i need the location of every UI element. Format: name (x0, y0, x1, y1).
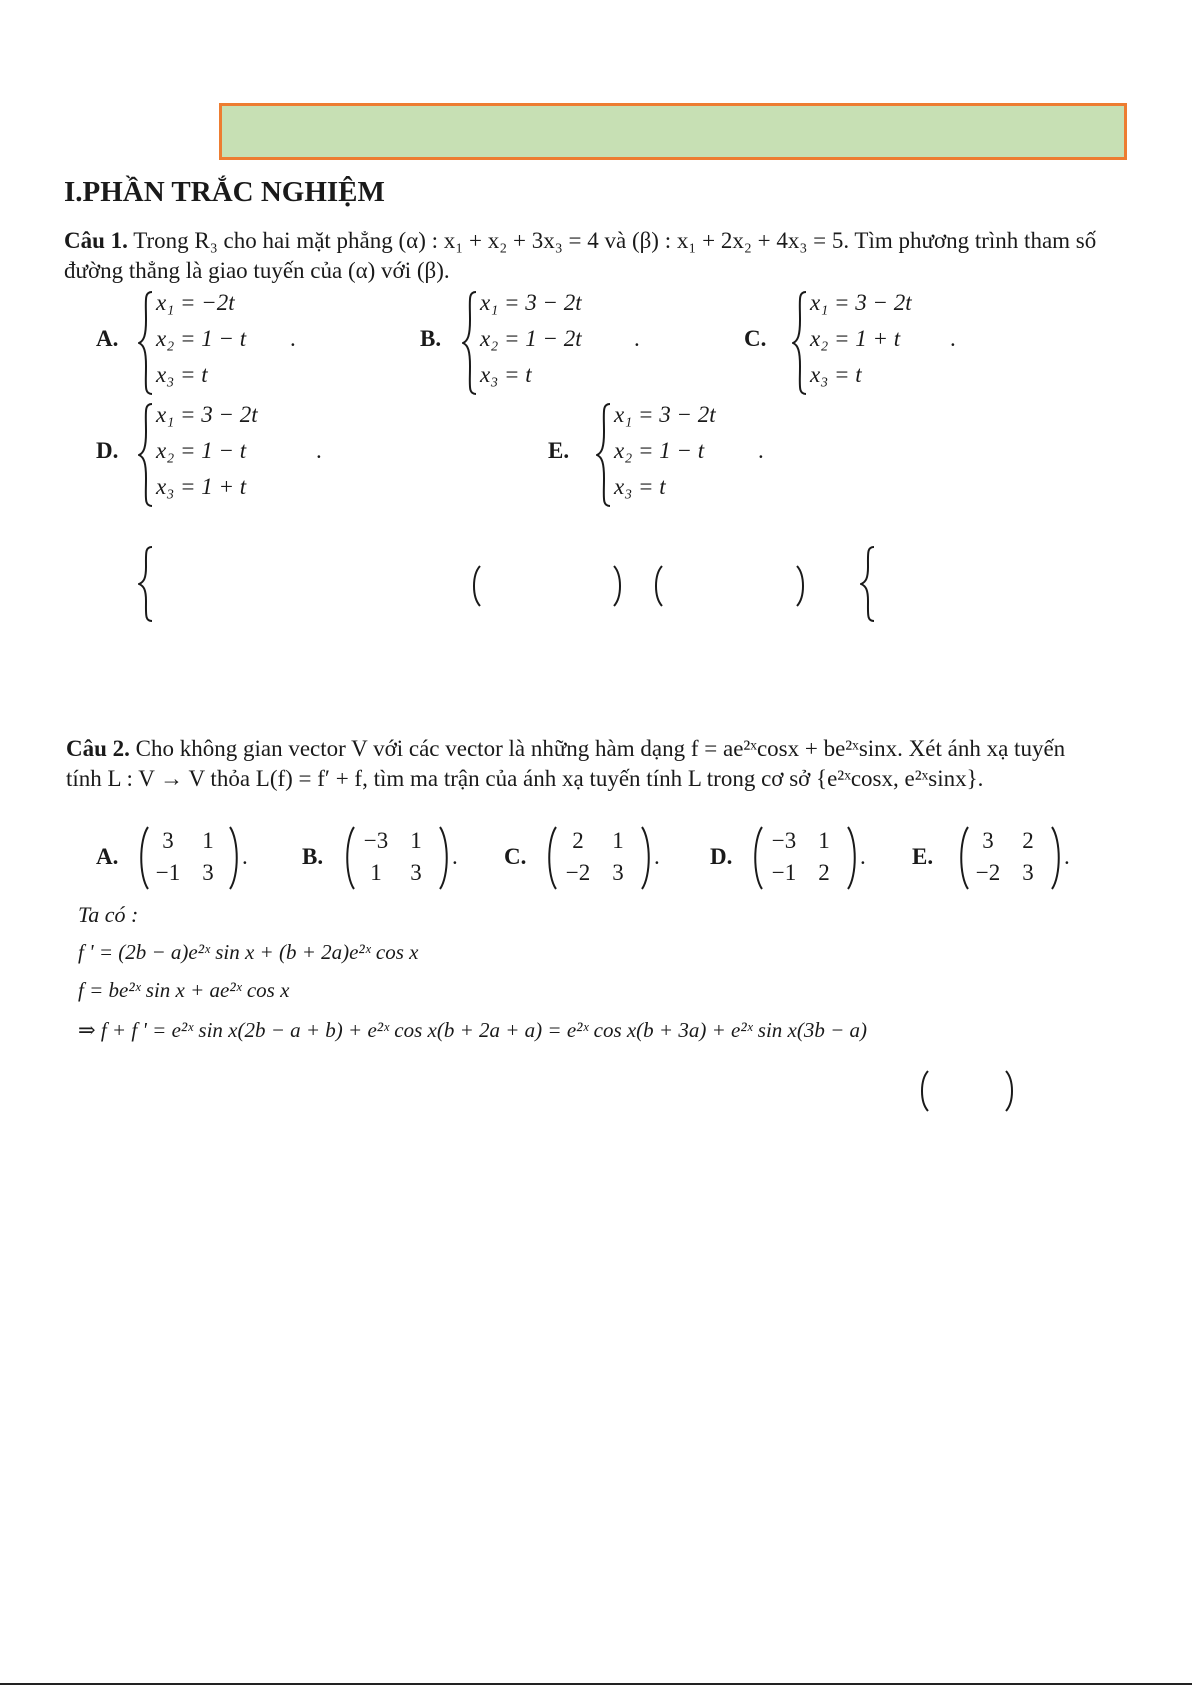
left-brace-icon (792, 290, 808, 396)
right-paren-icon (1004, 1070, 1016, 1112)
option-letter: B. (420, 326, 442, 351)
system-row: x₃ = t (810, 362, 862, 387)
system-row: x₃ = 1 + t (156, 474, 247, 499)
period: . (634, 326, 640, 351)
period: . (452, 844, 458, 869)
matrix-cell: 1 (202, 828, 214, 853)
solution-line: f ' = (2b − a)e²ˣ sin x + (b + 2a)e²ˣ cos x (78, 940, 419, 964)
question-1-text: Trong R₃ cho hai mặt phẳng (α) : x₁ + x₂ + 3x₃ = 4 và (β) : x₁ + 2x₂ + 4x₃ = 5. Tìm phương trình tham số đường thẳng là giao tuyến của (α) với (β). (64, 228, 1097, 283)
matrix-cell: 3 (1022, 860, 1034, 885)
matrix-cell: 2 (572, 828, 584, 853)
period: . (860, 844, 866, 869)
section-title: I.PHẦN TRẮC NGHIỆM (64, 176, 385, 208)
right-paren-icon (612, 565, 624, 607)
system-row: x₂ = 1 − t (156, 326, 247, 351)
system-row: x₁ = 3 − 2t (156, 402, 258, 427)
question-1 (64, 226, 1104, 286)
matrix-cell: −3 (363, 828, 389, 853)
question-2-label: Câu 2. (66, 736, 130, 761)
system-row: x₁ = 3 − 2t (480, 290, 582, 315)
solution-line: f = be²ˣ sin x + ae²ˣ cos x (78, 978, 290, 1002)
period: . (316, 438, 322, 463)
option-letter: A. (96, 844, 119, 869)
right-paren-icon (228, 826, 240, 890)
option-letter: B. (302, 844, 324, 869)
right-paren-icon (846, 826, 858, 890)
solution-line: ⇒ f + f ' = e²ˣ sin x(2b − a + b) + e²ˣ cos x(b + 2a + a) = e²ˣ cos x(b + 3a) + e²ˣ sin x(3b − a) (78, 1018, 868, 1042)
solution-intro: Ta có : (78, 902, 139, 927)
left-paren-icon (752, 826, 764, 890)
left-brace-icon (138, 290, 154, 396)
matrix-cell: 3 (162, 828, 174, 853)
period: . (1064, 844, 1070, 869)
period: . (290, 326, 296, 351)
period: . (950, 326, 956, 351)
system-row: x₁ = 3 − 2t (810, 290, 912, 315)
matrix-cell: −1 (155, 860, 181, 885)
right-paren-icon (795, 565, 807, 607)
option-letter: C. (744, 326, 767, 351)
option-letter: D. (710, 844, 733, 869)
left-brace-icon (860, 545, 876, 623)
right-paren-icon (640, 826, 652, 890)
question-1-label: Câu 1. (64, 228, 128, 253)
option-letter: A. (96, 326, 119, 351)
right-paren-icon (438, 826, 450, 890)
left-brace-icon (138, 545, 154, 623)
left-paren-icon (652, 565, 664, 607)
matrix-cell: 3 (410, 860, 422, 885)
system-row: x₂ = 1 − t (156, 438, 247, 463)
period: . (758, 438, 764, 463)
matrix-cell: 2 (818, 860, 830, 885)
matrix-cell: 1 (410, 828, 422, 853)
left-brace-icon (596, 402, 612, 508)
left-brace-icon (138, 402, 154, 508)
system-row: x₁ = −2t (156, 290, 235, 315)
matrix-cell: 3 (982, 828, 994, 853)
matrix-cell: −1 (771, 860, 797, 885)
option-letter: D. (96, 438, 119, 463)
question-2-text: Cho không gian vector V với các vector là những hàm dạng f = ae²ˣcosx + be²ˣsinx. Xét ánh xạ tuyến tính L : V → V thỏa L(f) = f′ + f, tìm ma trận của ánh xạ tuyến tính L trong cơ sở {e²ˣcosx, e²ˣsinx}. (66, 736, 1066, 791)
left-paren-icon (546, 826, 558, 890)
matrix-cell: 1 (612, 828, 624, 853)
option-letter: E. (548, 438, 570, 463)
matrix-cell: −2 (565, 860, 591, 885)
left-paren-icon (344, 826, 356, 890)
period: . (654, 844, 660, 869)
matrix-cell: −3 (771, 828, 797, 853)
left-paren-icon (470, 565, 482, 607)
option-letter: E. (912, 844, 934, 869)
left-brace-icon (462, 290, 478, 396)
system-row: x₃ = t (480, 362, 532, 387)
question-2 (66, 734, 1106, 794)
header-banner (219, 103, 1127, 160)
system-row: x₂ = 1 + t (810, 326, 901, 351)
system-row: x₁ = 3 − 2t (614, 402, 716, 427)
system-row: x₃ = t (156, 362, 208, 387)
system-row: x₂ = 1 − 2t (480, 326, 582, 351)
left-paren-icon (918, 1070, 930, 1112)
matrix-cell: −2 (975, 860, 1001, 885)
system-row: x₃ = t (614, 474, 666, 499)
matrix-cell: 2 (1022, 828, 1034, 853)
period: . (242, 844, 248, 869)
system-row: x₂ = 1 − t (614, 438, 705, 463)
right-paren-icon (1050, 826, 1062, 890)
matrix-cell: 1 (370, 860, 382, 885)
matrix-cell: 3 (202, 860, 214, 885)
option-letter: C. (504, 844, 527, 869)
matrix-cell: 1 (818, 828, 830, 853)
matrix-cell: 3 (612, 860, 624, 885)
